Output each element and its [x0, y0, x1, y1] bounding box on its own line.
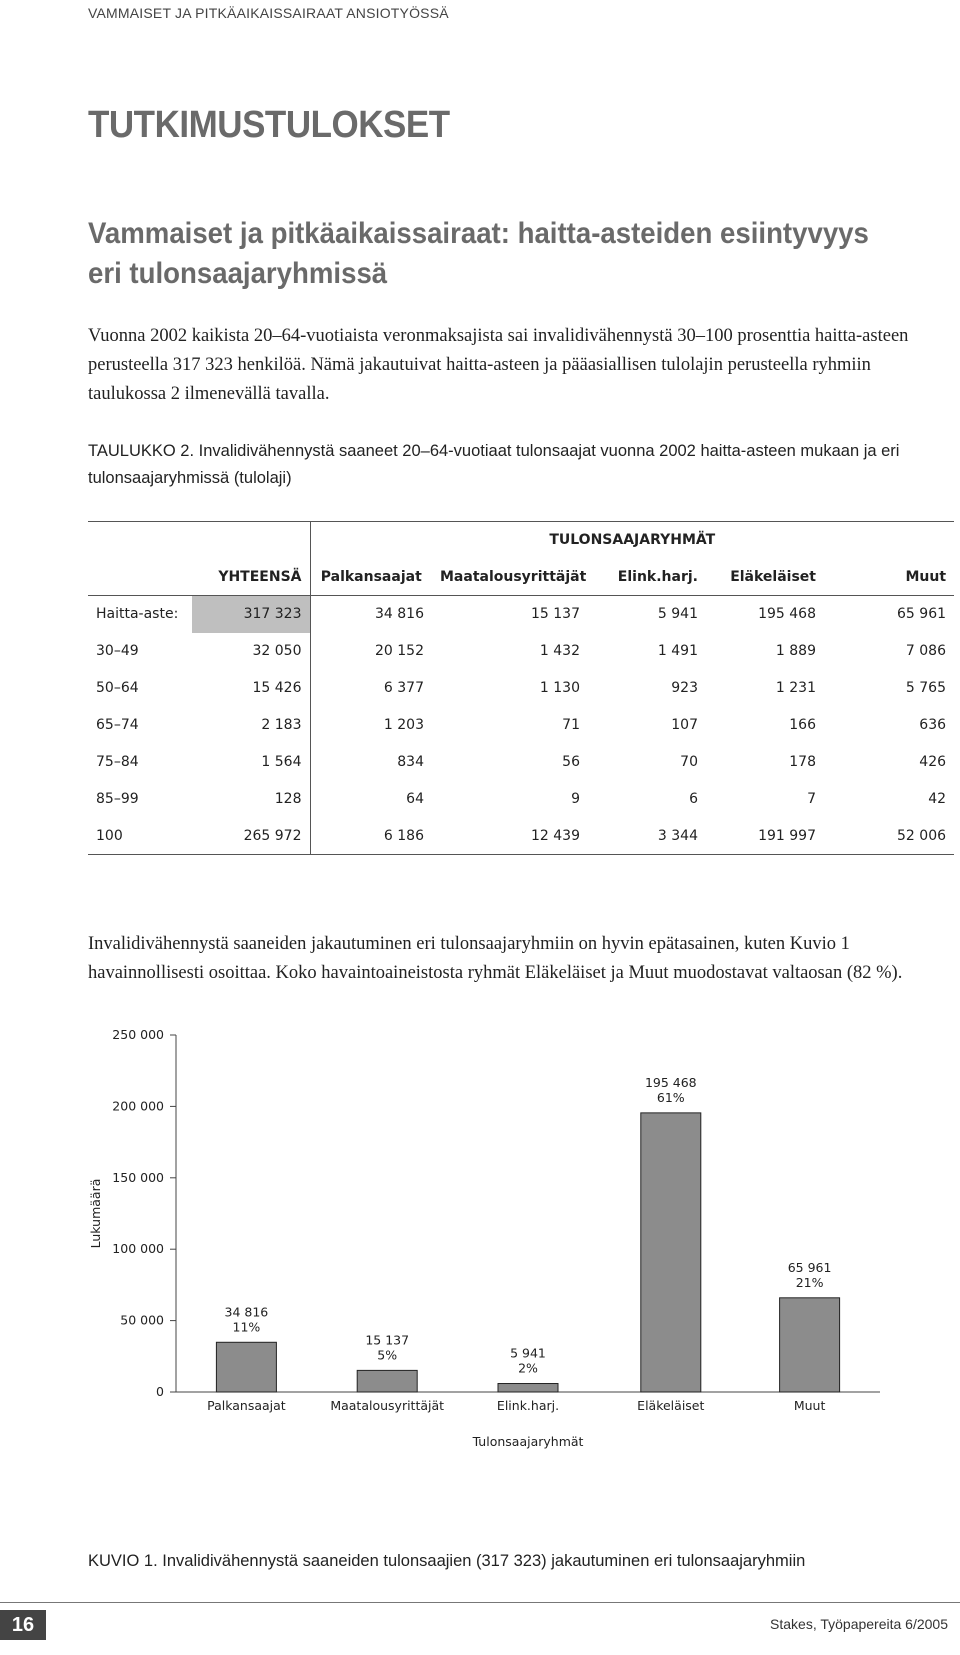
table-cell: 166 — [789, 717, 816, 733]
table-cell: 6 377 — [383, 680, 424, 696]
total-cell: 1 564 — [192, 744, 310, 781]
figure-caption-text: Invalidivähennystä saaneiden tulonsaajien (317 323) jakautuminen eri tulonsaajaryhmiin — [157, 1552, 806, 1570]
data-table — [88, 521, 954, 855]
x-tick-label: Muut — [793, 1398, 826, 1413]
figure-caption — [88, 1548, 953, 1575]
table-caption — [88, 438, 953, 492]
table-row — [88, 670, 954, 707]
section-title: TUTKIMUSTULOKSET — [88, 104, 450, 146]
table-cell: 6 — [689, 791, 698, 807]
table-cell: 1 491 — [657, 643, 698, 659]
bar-percent-label: 21% — [795, 1274, 824, 1290]
table-row — [88, 744, 954, 781]
column-header: YHTEENSÄ — [192, 559, 310, 596]
table-cell: 107 — [671, 717, 698, 733]
table-cell: 1 130 — [539, 680, 580, 696]
running-head: VAMMAISET JA PITKÄAIKAISSAIRAAT ANSIOTYÖSSÄ — [88, 5, 449, 21]
row-label: 30–49 — [96, 643, 139, 659]
bar — [641, 1113, 701, 1392]
x-tick-label: Maatalousyrittäjät — [330, 1398, 445, 1413]
table-cell: 7 — [807, 791, 816, 807]
row-label: 100 — [88, 818, 192, 855]
bar-value-label: 195 468 — [644, 1074, 697, 1090]
total-cell: 2 183 — [192, 707, 310, 744]
subsection-title: Vammaiset ja pitkäaikaissairaat: haitta-asteiden esiintyvyys eri tulonsaajaryhmissä — [88, 217, 869, 290]
table-cell: 426 — [919, 754, 947, 770]
bar-percent-label: 11% — [232, 1319, 261, 1335]
table-cell: 3 344 — [588, 818, 706, 855]
table-cell: 178 — [789, 754, 816, 770]
table-cell: 5 765 — [905, 680, 947, 696]
total-cell: 317 323 — [192, 596, 310, 633]
table-cell: 56 — [562, 754, 580, 770]
bar-percent-label: 61% — [656, 1089, 685, 1105]
bar-value-label: 34 816 — [224, 1304, 269, 1320]
table-row — [88, 707, 954, 744]
table-row — [88, 633, 954, 670]
table-cell: 71 — [562, 717, 580, 733]
x-tick-label: Palkansaajat — [207, 1398, 286, 1413]
table-cell: 1 231 — [775, 680, 816, 696]
bar-chart — [0, 1027, 960, 1535]
column-header: Muut — [824, 559, 954, 596]
total-cell: 32 050 — [192, 633, 310, 670]
column-header: Eläkeläiset — [706, 559, 824, 596]
table-row — [88, 818, 954, 855]
bar-percent-label: 5% — [377, 1347, 398, 1363]
table-cell: 15 137 — [531, 606, 580, 623]
table-row — [88, 781, 954, 818]
y-tick-label: 100 000 — [112, 1241, 164, 1257]
table-cell: 20 152 — [375, 643, 424, 659]
total-cell: 15 426 — [192, 670, 310, 707]
table-row — [88, 596, 954, 633]
table-cell: 1 432 — [539, 643, 580, 659]
table-cell: 70 — [680, 754, 698, 770]
row-label: 85–99 — [96, 791, 139, 807]
y-tick-label: 150 000 — [112, 1169, 164, 1185]
table-cell: 5 941 — [657, 606, 698, 623]
figure-caption-label: KUVIO 1. — [88, 1552, 158, 1570]
column-header: Maatalousyrittäjät — [432, 559, 588, 596]
table-cell: 9 — [571, 791, 580, 807]
bar — [780, 1298, 840, 1392]
y-axis-title: Lukumäärä — [88, 1178, 103, 1249]
bar — [498, 1384, 558, 1392]
group-header: TULONSAAJARYHMÄT — [310, 522, 954, 559]
row-label: 65–74 — [96, 717, 139, 733]
table-cell: 12 439 — [432, 818, 588, 855]
table-cell: 52 006 — [824, 818, 954, 855]
table-cell: 42 — [928, 791, 947, 807]
row-label: Haitta-aste: — [96, 606, 179, 623]
row-label: 50–64 — [96, 680, 139, 696]
total-cell: 265 972 — [192, 818, 310, 855]
x-tick-label: Elink.harj. — [496, 1398, 560, 1413]
y-tick-label: 50 000 — [120, 1312, 164, 1328]
y-tick-label: 250 000 — [112, 1027, 164, 1042]
table-cell: 64 — [406, 791, 424, 807]
table-cell: 7 086 — [905, 643, 947, 659]
row-label: 75–84 — [96, 754, 139, 770]
table-cell: 636 — [919, 717, 947, 733]
x-axis-title: Tulonsaajaryhmät — [472, 1434, 584, 1449]
table-cell: 923 — [671, 680, 698, 696]
table-cell: 65 961 — [897, 606, 947, 623]
bar-value-label: 15 137 — [365, 1332, 410, 1348]
bar-value-label: 5 941 — [510, 1345, 546, 1361]
table-caption-text: Invalidivähennystä saaneet 20–64-vuotiaat tulonsaajat vuonna 2002 haitta-asteen mukaan ja eri tulonsaajaryhmissä (tulolaji) — [88, 442, 900, 487]
table-cell: 1 889 — [775, 643, 816, 659]
publication-label: Stakes, Työpapereita 6/2005 — [770, 1616, 948, 1632]
table-cell: 834 — [397, 754, 424, 770]
column-header: Elink.harj. — [588, 559, 706, 596]
table-cell: 6 186 — [310, 818, 432, 855]
page-number: 16 — [0, 1610, 46, 1640]
x-tick-label: Eläkeläiset — [637, 1398, 705, 1413]
table-cell: 1 203 — [383, 717, 424, 733]
table-cell: 195 468 — [758, 606, 816, 623]
bar — [357, 1370, 417, 1392]
bar — [216, 1342, 276, 1392]
intro-paragraph: Vuonna 2002 kaikista 20–64-vuotiaista veronmaksajista sai invalidivähennystä 30–100 prosenttia haitta-asteen perusteella 317 323 henkilöä. Nämä jakautuivat haitta-asteen ja pääasiallisen tulolajin perusteella ryhmiin taulukossa 2 ilmenevällä tavalla. — [88, 326, 909, 404]
table-cell: 191 997 — [706, 818, 824, 855]
bar-percent-label: 2% — [518, 1360, 538, 1376]
table-caption-label: TAULUKKO 2. — [88, 442, 195, 460]
footer-rule — [0, 1602, 960, 1603]
table-cell: 34 816 — [375, 606, 424, 623]
y-tick-label: 0 — [156, 1384, 164, 1399]
bar-value-label: 65 961 — [787, 1259, 832, 1275]
total-cell: 128 — [192, 781, 310, 818]
analysis-paragraph: Invalidivähennystä saaneiden jakautuminen eri tulonsaajaryhmiin on hyvin epätasainen, kuten Kuvio 1 havainnollisesti osoittaa. Koko havaintoaineistosta ryhmät Eläkeläiset ja Muut muodostavat valtaosan (82 %). — [88, 934, 903, 983]
column-header: Palkansaajat — [310, 559, 432, 596]
y-tick-label: 200 000 — [112, 1098, 164, 1114]
